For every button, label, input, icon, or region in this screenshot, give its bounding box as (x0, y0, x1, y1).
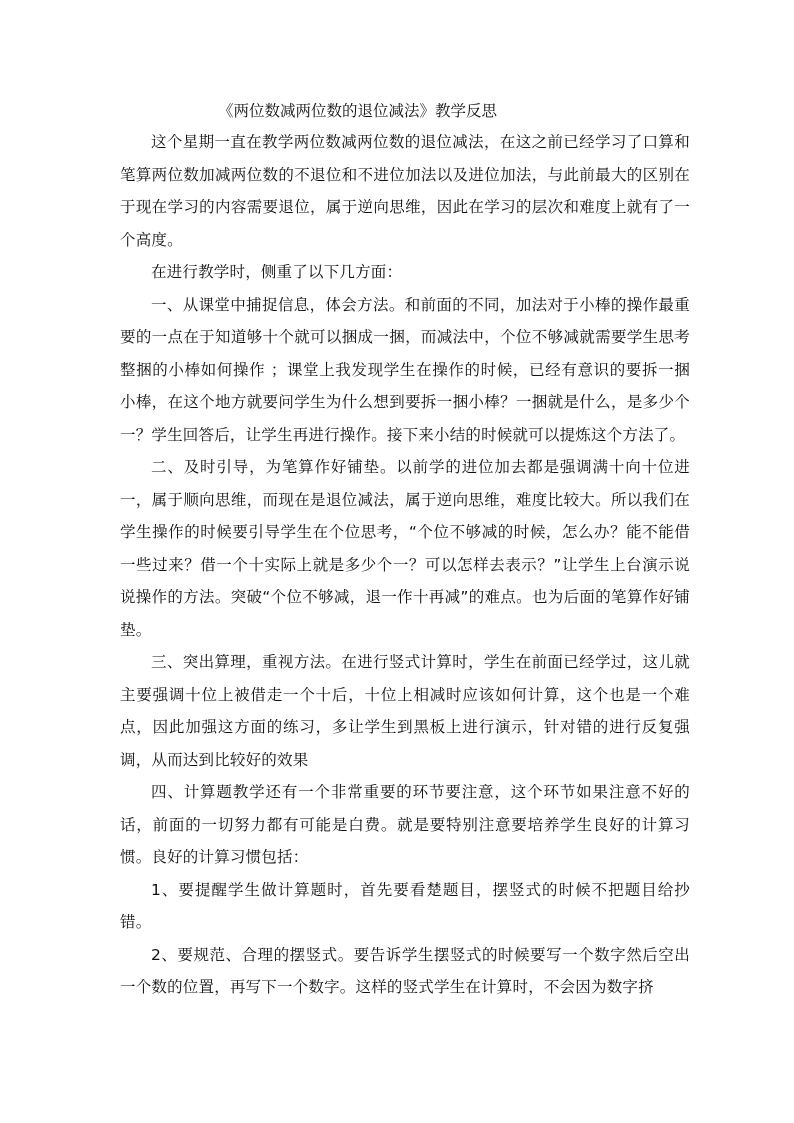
paragraph-point-three: 三、突出算理，重视方法。在进行竖式计算时，学生在前面已经学过，这儿就主要强调十位上被借走一个十后，十位上相减时应该如何计算，这个也是一个难点，因此加强这方面的练习，多让学生到黑板上进行演示，针对错的进行反复强调，从而达到比较好的效果 (120, 653, 690, 769)
paragraph-point-two: 二、及时引导，为笔算作好铺垫。以前学的进位加去都是强调满十向十位进一，属于顺向思维，而现在是退位减法，属于逆向思维，难度比较大。所以我们在学生操作的时候要引导学生在个位思考，“个位不够减的时候，怎么办？能不能借一些过来？借一个十实际上就是多少个一？可以怎样去表示？”让学生上台演示说说操作的方法。突破“个位不够减，退一作十再减”的难点。也为后面的笔算作好铺垫。 (120, 458, 690, 639)
document-body (120, 96, 690, 1004)
document-title: 《两位数减两位数的退位减法》教学反思 (218, 102, 498, 120)
paragraph-focus-heading: 在进行教学时，侧重了以下几方面： (151, 263, 403, 281)
paragraph-habit-one: 1、要提醒学生做计算题时，首先要看楚题目，摆竖式的时候不把题目给抄错。 (120, 880, 690, 931)
paragraph-intro: 这个星期一直在教学两位数减两位数的退位减法，在这之前已经学习了口算和笔算两位数加减两位数的不退位和不进位加法以及进位加法，与此前最大的区别在于现在学习的内容需要退位，属于逆向思维，因此在学习的层次和难度上就有了一个高度。 (120, 133, 690, 249)
paragraph-point-four: 四、计算题教学还有一个非常重要的环节要注意，这个环节如果注意不好的话，前面的一切努力都有可能是白费。就是要特别注意要培养学生良好的计算习惯。良好的计算习惯包括： (120, 783, 690, 866)
paragraph-point-one: 一、从课堂中捕捉信息，体会方法。和前面的不同，加法对于小棒的操作最重要的一点在于知道够十个就可以捆成一捆，而减法中，个位不够减就需要学生思考整捆的小棒如何操作 ；课堂上我发现学生在操作的时候，已经有意识的要拆一捆小棒，在这个地方就要问学生为什么想到要拆一捆小棒？一捆就是什么，是多少个一？学生回答后，让学生再进行操作。接下来小结的时候就可以提炼这个方法了。 (120, 295, 690, 444)
paragraph-habit-two: 2、要规范、合理的摆竖式。要告诉学生摆竖式的时候要写一个数字然后空出一个数的位置，再写下一个数字。这样的竖式学生在计算时，不会因为数字挤 (120, 945, 690, 996)
